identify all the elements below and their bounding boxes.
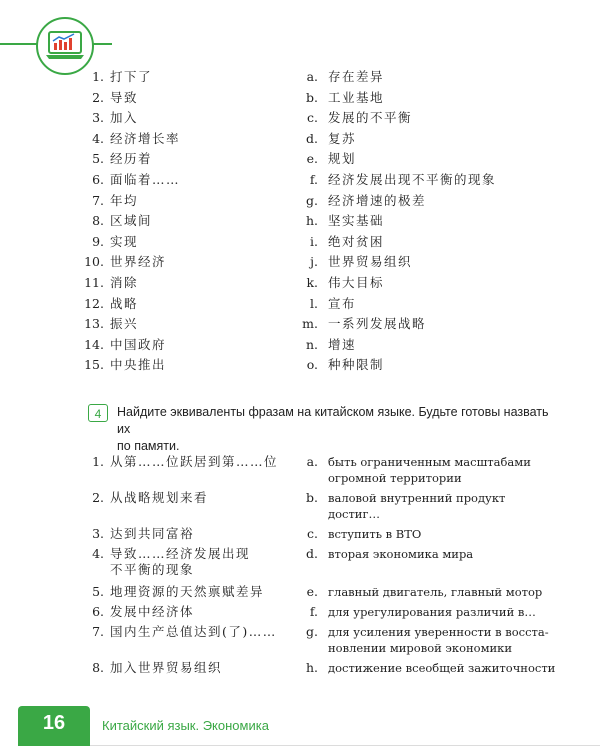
item-text: 经济增长率 bbox=[110, 130, 181, 146]
item-text bbox=[328, 526, 421, 542]
list-item bbox=[298, 337, 356, 353]
item-marker: g. bbox=[306, 624, 318, 639]
item-line: 地理资源的天然禀赋差异 bbox=[110, 584, 265, 599]
list-item bbox=[298, 357, 384, 373]
list-item bbox=[82, 275, 138, 291]
item-text bbox=[110, 526, 194, 542]
item-text: 世界经济 bbox=[110, 254, 167, 270]
list-item bbox=[82, 234, 138, 250]
item-text: 打下了 bbox=[110, 69, 153, 84]
item-marker: h. bbox=[305, 213, 318, 229]
item-line: 达到共同富裕 bbox=[110, 526, 195, 541]
item-text: 种种限制 bbox=[328, 357, 385, 373]
item-text: 战略 bbox=[110, 295, 139, 311]
item-marker: k. bbox=[306, 275, 318, 290]
list-item bbox=[298, 110, 412, 126]
list-item bbox=[82, 660, 222, 676]
item-text: 世界贸易组织 bbox=[328, 254, 413, 270]
list-item bbox=[298, 151, 356, 167]
item-text bbox=[110, 660, 222, 676]
item-marker: g. bbox=[306, 192, 318, 208]
list-item bbox=[298, 604, 536, 620]
item-text bbox=[110, 584, 264, 600]
item-line: для усиления уверенности в восста- bbox=[328, 625, 549, 639]
item-text: 导致 bbox=[110, 89, 139, 105]
item-text: 年均 bbox=[110, 192, 139, 208]
item-text: 加入 bbox=[110, 110, 139, 126]
item-marker: 5. bbox=[92, 584, 104, 599]
item-marker: 2. bbox=[92, 89, 104, 105]
list-item bbox=[298, 90, 384, 106]
item-text: 经济增速的极差 bbox=[328, 192, 427, 208]
item-line: 导致……经济发展出现 bbox=[110, 546, 251, 561]
item-line: быть ограниченным масштабами bbox=[328, 455, 531, 469]
task-instruction: Найдите эквиваленты фразам на китайском языке. Будьте готовы назвать их по памяти. bbox=[117, 405, 549, 453]
item-marker: d. bbox=[306, 546, 318, 561]
item-marker: l. bbox=[310, 295, 318, 311]
list-item bbox=[298, 526, 421, 542]
list-item bbox=[82, 337, 166, 353]
list-item bbox=[82, 296, 138, 312]
list-item bbox=[82, 193, 138, 209]
item-text: 中国政府 bbox=[110, 336, 167, 352]
item-marker: 5. bbox=[92, 151, 104, 167]
item-text bbox=[110, 624, 277, 640]
item-marker: e. bbox=[306, 151, 318, 167]
item-marker: c. bbox=[307, 110, 318, 126]
item-text: 宣布 bbox=[328, 295, 357, 311]
item-marker: 1. bbox=[92, 454, 104, 469]
item-text bbox=[328, 624, 549, 656]
item-text: 发展的不平衡 bbox=[328, 110, 413, 126]
laptop-chart-icon bbox=[46, 29, 84, 65]
item-line: 国内生产总值达到(了)…… bbox=[110, 624, 277, 639]
list-item bbox=[298, 172, 496, 188]
list-item bbox=[82, 546, 250, 578]
item-text: 区域间 bbox=[110, 213, 153, 229]
list-item bbox=[298, 234, 384, 250]
item-text: 存在差异 bbox=[328, 69, 385, 84]
list-item bbox=[82, 90, 138, 106]
list-item bbox=[82, 131, 180, 147]
item-text: 复苏 bbox=[328, 130, 357, 146]
task-number-badge: 4 bbox=[88, 404, 108, 422]
list-item bbox=[298, 69, 384, 85]
item-marker: a. bbox=[306, 454, 318, 469]
list-item bbox=[82, 151, 152, 167]
item-line: вступить в ВТО bbox=[328, 527, 422, 541]
item-line: 从战略规划来看 bbox=[110, 490, 209, 505]
list-item bbox=[298, 624, 549, 656]
list-item bbox=[298, 546, 473, 562]
list-item bbox=[82, 357, 166, 373]
item-marker: 14. bbox=[84, 336, 104, 352]
item-text: 面临着…… bbox=[110, 172, 181, 187]
item-text: 消除 bbox=[110, 275, 139, 290]
list-item bbox=[298, 296, 356, 312]
item-text bbox=[110, 454, 278, 470]
list-item bbox=[298, 275, 384, 291]
item-marker: 6. bbox=[92, 172, 104, 187]
economics-logo bbox=[36, 17, 94, 75]
list-item bbox=[82, 213, 152, 229]
item-marker: f. bbox=[309, 604, 318, 619]
item-text bbox=[328, 454, 531, 486]
item-marker: a. bbox=[306, 69, 318, 84]
page-number: 16 bbox=[42, 712, 66, 734]
item-text bbox=[328, 660, 555, 676]
item-marker: m. bbox=[302, 316, 318, 332]
item-text: 绝对贫困 bbox=[328, 233, 385, 249]
item-text bbox=[328, 604, 536, 620]
footer-rule bbox=[90, 745, 600, 746]
list-item bbox=[298, 660, 555, 676]
item-text: 一系列发展战略 bbox=[328, 316, 427, 332]
list-item bbox=[82, 624, 277, 640]
item-marker: e. bbox=[306, 584, 318, 599]
list-item bbox=[82, 490, 208, 506]
item-marker: 13. bbox=[84, 316, 104, 332]
list-item bbox=[298, 316, 426, 332]
item-marker: 3. bbox=[92, 110, 104, 126]
item-marker: b. bbox=[306, 490, 318, 505]
item-line: валовой внутренний продукт bbox=[328, 491, 506, 505]
item-text: 经历着 bbox=[110, 151, 153, 167]
item-line: огромной территории bbox=[328, 471, 462, 485]
item-marker: f. bbox=[309, 172, 318, 187]
item-marker: j. bbox=[310, 254, 318, 270]
item-marker: 1. bbox=[92, 69, 104, 84]
item-marker: 7. bbox=[92, 192, 104, 208]
list-item bbox=[82, 526, 194, 542]
item-marker: o. bbox=[306, 357, 318, 373]
item-text bbox=[328, 490, 505, 522]
item-line: вторая экономика мира bbox=[328, 547, 474, 561]
item-marker: 8. bbox=[92, 213, 104, 229]
item-line: достижение всеобщей зажиточности bbox=[328, 661, 556, 675]
item-text: 伟大目标 bbox=[328, 275, 385, 290]
item-marker: i. bbox=[310, 233, 318, 249]
item-marker: d. bbox=[306, 130, 318, 146]
item-text bbox=[110, 604, 194, 620]
item-text: 坚实基础 bbox=[328, 213, 385, 229]
item-text: 规划 bbox=[328, 151, 357, 167]
item-marker: 4. bbox=[92, 546, 104, 561]
list-item bbox=[298, 193, 426, 209]
item-marker: 2. bbox=[92, 490, 104, 505]
item-line: достиг… bbox=[328, 507, 380, 521]
list-item bbox=[298, 254, 412, 270]
list-item bbox=[298, 131, 356, 147]
item-text bbox=[110, 546, 250, 578]
item-marker: 11. bbox=[84, 275, 104, 290]
item-marker: 12. bbox=[84, 295, 104, 311]
item-marker: n. bbox=[305, 336, 318, 352]
list-item bbox=[298, 213, 384, 229]
list-item bbox=[82, 69, 152, 85]
item-line: 不平衡的现象 bbox=[110, 562, 195, 577]
item-text: 实现 bbox=[110, 233, 139, 249]
item-text: 工业基地 bbox=[328, 89, 385, 105]
item-line: новлении мировой экономики bbox=[328, 641, 513, 655]
list-item bbox=[298, 584, 542, 600]
item-marker: 10. bbox=[84, 254, 104, 270]
item-line: для урегулирования различий в… bbox=[328, 605, 536, 619]
item-marker: b. bbox=[306, 89, 318, 105]
list-item bbox=[82, 316, 138, 332]
item-marker: 3. bbox=[92, 526, 104, 541]
item-text: 中央推出 bbox=[110, 357, 167, 373]
list-item bbox=[82, 254, 166, 270]
list-item bbox=[298, 490, 505, 522]
list-item bbox=[82, 110, 138, 126]
item-line: 加入世界贸易组织 bbox=[110, 660, 223, 675]
list-item bbox=[82, 584, 264, 600]
item-text: 经济发展出现不平衡的现象 bbox=[328, 172, 497, 187]
item-text bbox=[328, 546, 473, 562]
item-text bbox=[328, 584, 542, 600]
item-marker: 9. bbox=[92, 233, 104, 249]
item-marker: 15. bbox=[84, 357, 104, 373]
item-line: 发展中经济体 bbox=[110, 604, 195, 619]
item-text bbox=[110, 490, 208, 506]
item-marker: h. bbox=[305, 660, 318, 675]
item-text: 振兴 bbox=[110, 316, 139, 332]
item-marker: 8. bbox=[92, 660, 104, 675]
item-text: 增速 bbox=[328, 336, 357, 352]
item-marker: 4. bbox=[92, 130, 104, 146]
list-item bbox=[82, 604, 194, 620]
book-title: Китайский язык. Экономика bbox=[102, 718, 269, 733]
item-marker: c. bbox=[307, 526, 318, 541]
item-line: 从第……位跃居到第……位 bbox=[110, 454, 279, 469]
item-line: главный двигатель, главный мотор bbox=[328, 585, 543, 599]
item-marker: 7. bbox=[92, 624, 104, 639]
list-item bbox=[298, 454, 531, 486]
list-item bbox=[82, 172, 180, 188]
list-item bbox=[82, 454, 278, 470]
item-marker: 6. bbox=[92, 604, 104, 619]
